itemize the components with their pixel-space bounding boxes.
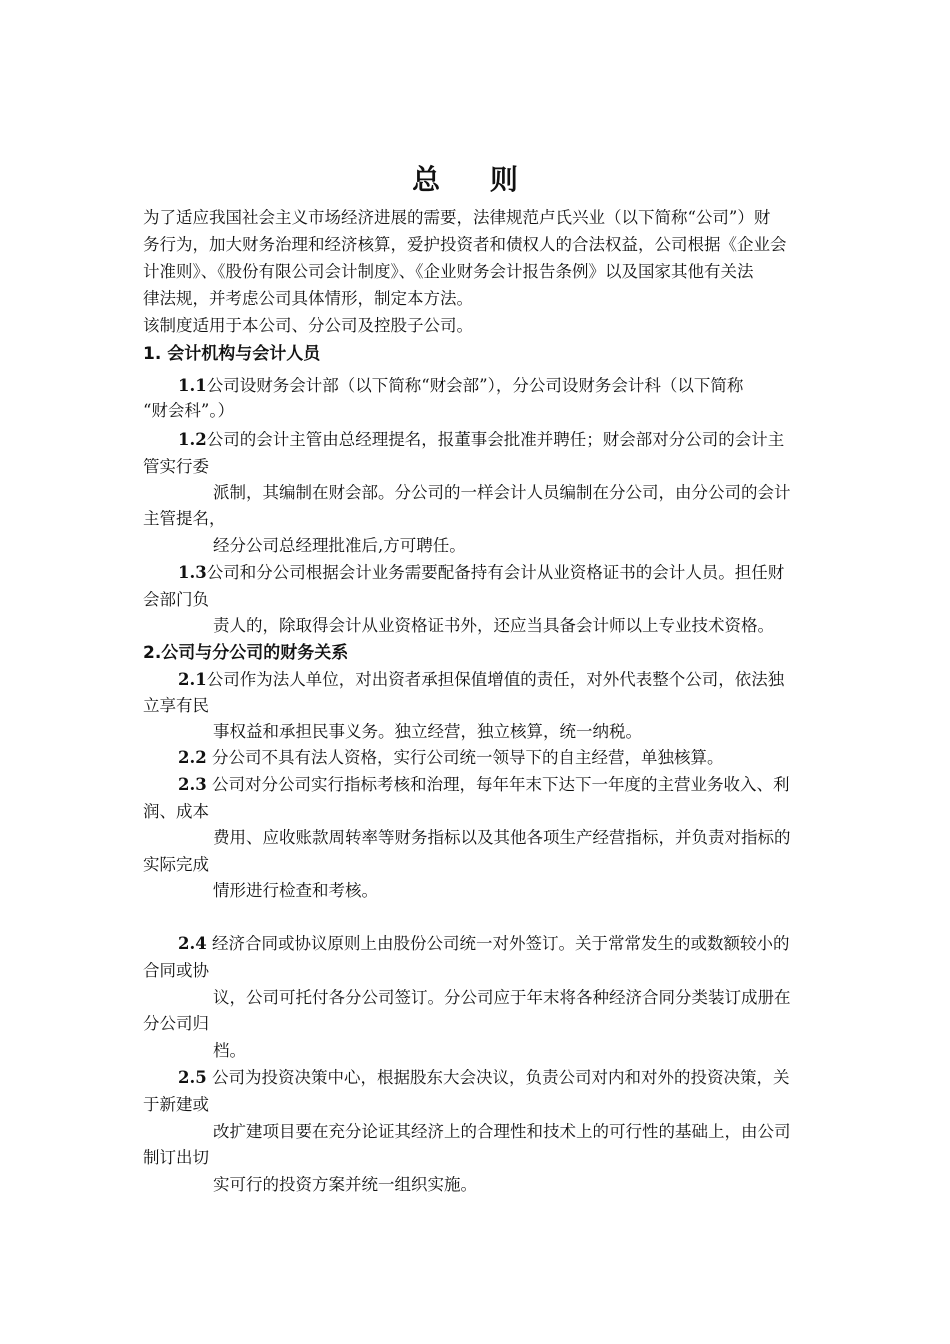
document-title: 总 则 [412, 163, 538, 196]
paragraph-line: 档。 [213, 1041, 246, 1060]
clause-text: 公司为投资决策中心，根据股东大会决议，负责公司对内和对外的投资决策，关 [206, 1068, 790, 1087]
clause-number: 1.1 [178, 376, 207, 395]
paragraph-line: 议，公司可托付各分公司签订。分公司应于年末将各种经济合同分类装订成册在 [213, 988, 791, 1007]
paragraph-line: 情形进行检查和考核。 [213, 881, 378, 900]
clause-number: 2.5 [178, 1068, 207, 1087]
clause-text: 分公司不具有法人资格，实行公司统一领导下的自主经营，单独核算。 [206, 748, 724, 767]
intro-line: 务行为，加大财务治理和经济核算，爱护投资者和债权人的合法权益，公司根据《企业会 [143, 235, 787, 254]
clause-text: 公司对分公司实行指标考核和治理，每年年末下达下一年度的主营业务收入、利 [206, 775, 790, 794]
paragraph-line: 实际完成 [143, 855, 209, 874]
paragraph-line: 管实行委 [143, 457, 209, 476]
paragraph-line: 实可行的投资方案并统一组织实施。 [213, 1175, 477, 1194]
paragraph-line [178, 668, 784, 692]
paragraph-line: 费用、应收账款周转率等财务指标以及其他各项生产经营指标，并负责对指标的 [213, 828, 791, 847]
intro-line: 该制度适用于本公司、分公司及控股子公司。 [143, 316, 473, 335]
clause-text: 公司作为法人单位，对出资者承担保值增值的责任，对外代表整个公司，依法独 [206, 670, 785, 689]
paragraph-line: 改扩建项目要在充分论证其经济上的合理性和技术上的可行性的基础上，由公司 [213, 1122, 791, 1141]
paragraph-line [178, 932, 789, 956]
clause-number: 2.4 [178, 934, 207, 953]
paragraph-line [178, 746, 723, 770]
paragraph-line: 合同或协 [143, 961, 209, 980]
paragraph-line: 分公司归 [143, 1014, 209, 1033]
paragraph-line: 责人的，除取得会计从业资格证书外，还应当具备会计师以上专业技术资格。 [213, 616, 774, 635]
paragraph-line: 制订出切 [143, 1148, 209, 1167]
paragraph-line [178, 561, 784, 585]
section-heading: 2.公司与分公司的财务关系 [143, 643, 349, 663]
intro-line: 为了适应我国社会主义市场经济进展的需要，法律规范卢氏兴业（以下简称“公司”）财 [143, 208, 771, 227]
clause-text: 经济合同或协议原则上由股份公司统一对外签订。关于常常发生的或数额较小的 [206, 934, 790, 953]
paragraph-line: 事权益和承担民事义务。独立经营，独立核算，统一纳税。 [213, 722, 642, 741]
paragraph-line: 会部门负 [143, 590, 209, 609]
intro-line: 律法规，并考虑公司具体情形，制定本方法。 [143, 289, 473, 308]
clause-number: 2.1 [178, 670, 207, 689]
paragraph-line [178, 428, 784, 452]
clause-text: 公司和分公司根据会计业务需要配备持有会计从业资格证书的会计人员。担任财 [206, 563, 785, 582]
paragraph-line: 经分公司总经理批准后,方可聘任。 [213, 536, 466, 555]
paragraph-line: “财会科”。） [143, 401, 235, 420]
section-heading: 1. 会计机构与会计人员 [143, 344, 321, 364]
clause-text: 公司设财务会计部（以下简称“财会部”），分公司设财务会计科（以下简称 [206, 376, 744, 395]
clause-text: 公司的会计主管由总经理提名，报董事会批准并聘任；财会部对分公司的会计主 [206, 430, 785, 449]
clause-number: 2.2 [178, 748, 207, 767]
paragraph-line: 主管提名， [143, 509, 226, 528]
clause-number: 1.2 [178, 430, 207, 449]
clause-number: 2.3 [178, 775, 207, 794]
paragraph-line: 润、成本 [143, 802, 209, 821]
paragraph-line [178, 374, 743, 398]
paragraph-line: 立享有民 [143, 696, 209, 715]
paragraph-line [178, 773, 789, 797]
paragraph-line [178, 1066, 789, 1090]
intro-line: 计准则》、《股份有限公司会计制度》、《企业财务会计报告条例》以及国家其他有关法 [143, 262, 754, 281]
paragraph-line: 派制，其编制在财会部。分公司的一样会计人员编制在分公司，由分公司的会计 [213, 483, 791, 502]
clause-number: 1.3 [178, 563, 207, 582]
paragraph-line: 于新建或 [143, 1095, 209, 1114]
